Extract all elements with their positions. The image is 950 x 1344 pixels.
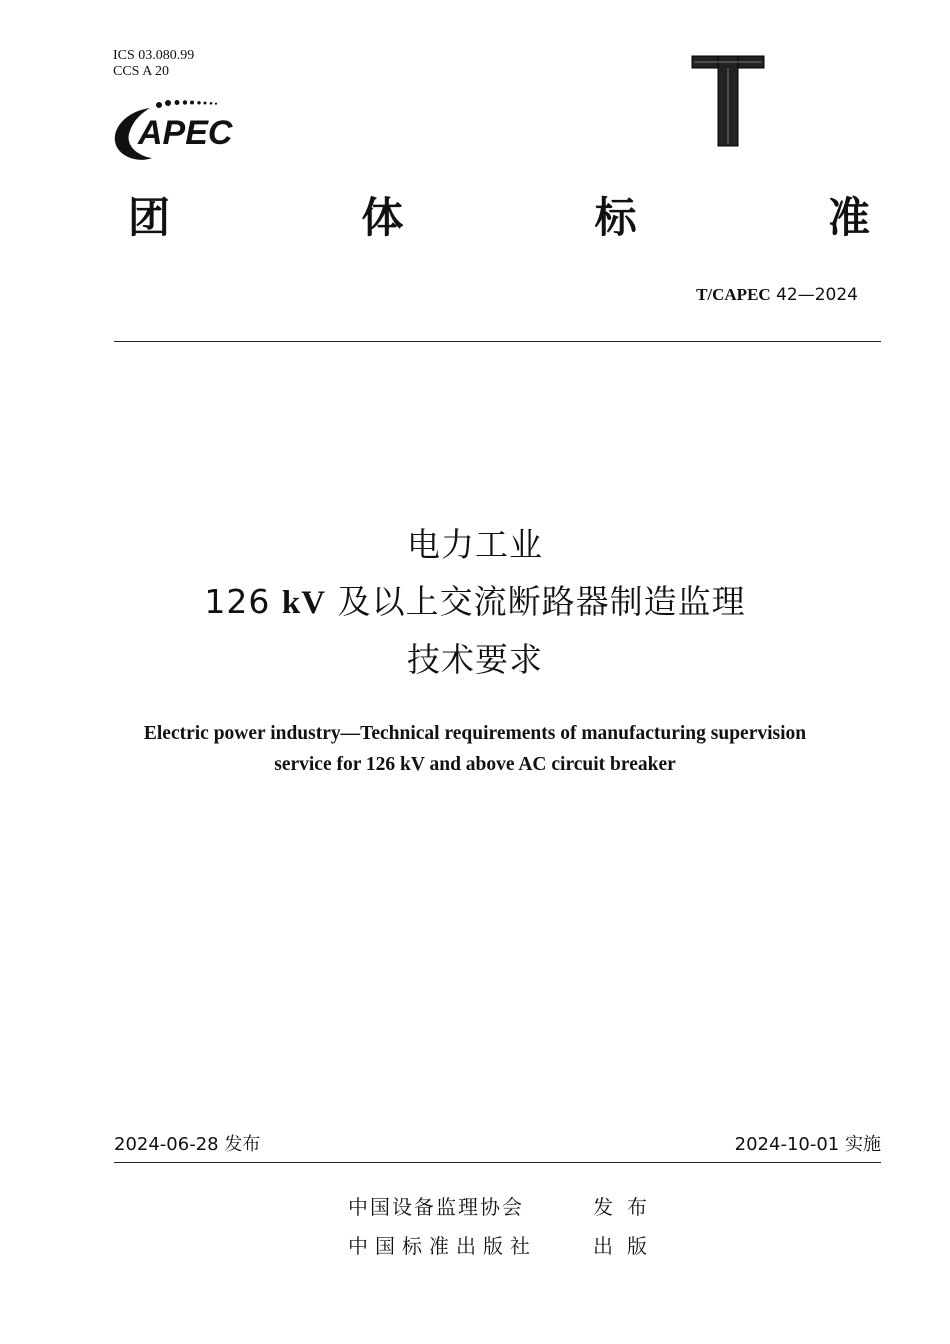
printer-row <box>348 1230 661 1259</box>
ccs-code: CCS A 20 <box>113 64 170 79</box>
english-title-line1: Electric power industry—Technical requirements of manufacturing supervision <box>143 723 807 744</box>
date-row <box>114 1130 881 1156</box>
title-unit: kV <box>281 585 327 621</box>
footer-divider <box>114 1162 881 1163</box>
category-char: 准 <box>827 193 870 242</box>
standard-number <box>696 285 858 305</box>
standard-number-value: 42—2024 <box>776 285 858 305</box>
publisher-role: 发布 <box>593 1195 661 1219</box>
standard-category-title <box>128 192 870 244</box>
chinese-title-line2 <box>0 582 950 623</box>
chinese-title-line1: 电力工业 <box>407 525 543 564</box>
title-voltage: 126 <box>204 582 271 621</box>
category-char: 体 <box>361 193 404 242</box>
logo-text: APEC <box>138 114 233 152</box>
implement-date: 2024-10-01 实施 <box>734 1134 881 1155</box>
classification-codes <box>113 48 194 80</box>
standard-prefix: T/CAPEC <box>696 285 771 304</box>
english-title-line2: service for 126 kV and above AC circuit breaker <box>274 754 676 775</box>
issue-date: 2024-06-28 发布 <box>114 1134 261 1155</box>
standard-type-t-icon <box>690 54 766 148</box>
category-char: 标 <box>594 193 637 242</box>
publisher-org: 中国设备监理协会 <box>348 1195 524 1219</box>
title-subject: 及以上交流断路器制造监理 <box>337 582 746 621</box>
chinese-title-line3: 技术要求 <box>407 640 543 679</box>
category-char: 团 <box>128 193 171 242</box>
ics-code: ICS 03.080.99 <box>113 48 195 63</box>
publisher-row <box>348 1191 661 1220</box>
apec-logo-icon <box>110 96 260 166</box>
header-divider <box>114 341 881 342</box>
printer-org: 中国标准出版社 <box>348 1234 537 1258</box>
printer-role: 出版 <box>593 1234 661 1258</box>
